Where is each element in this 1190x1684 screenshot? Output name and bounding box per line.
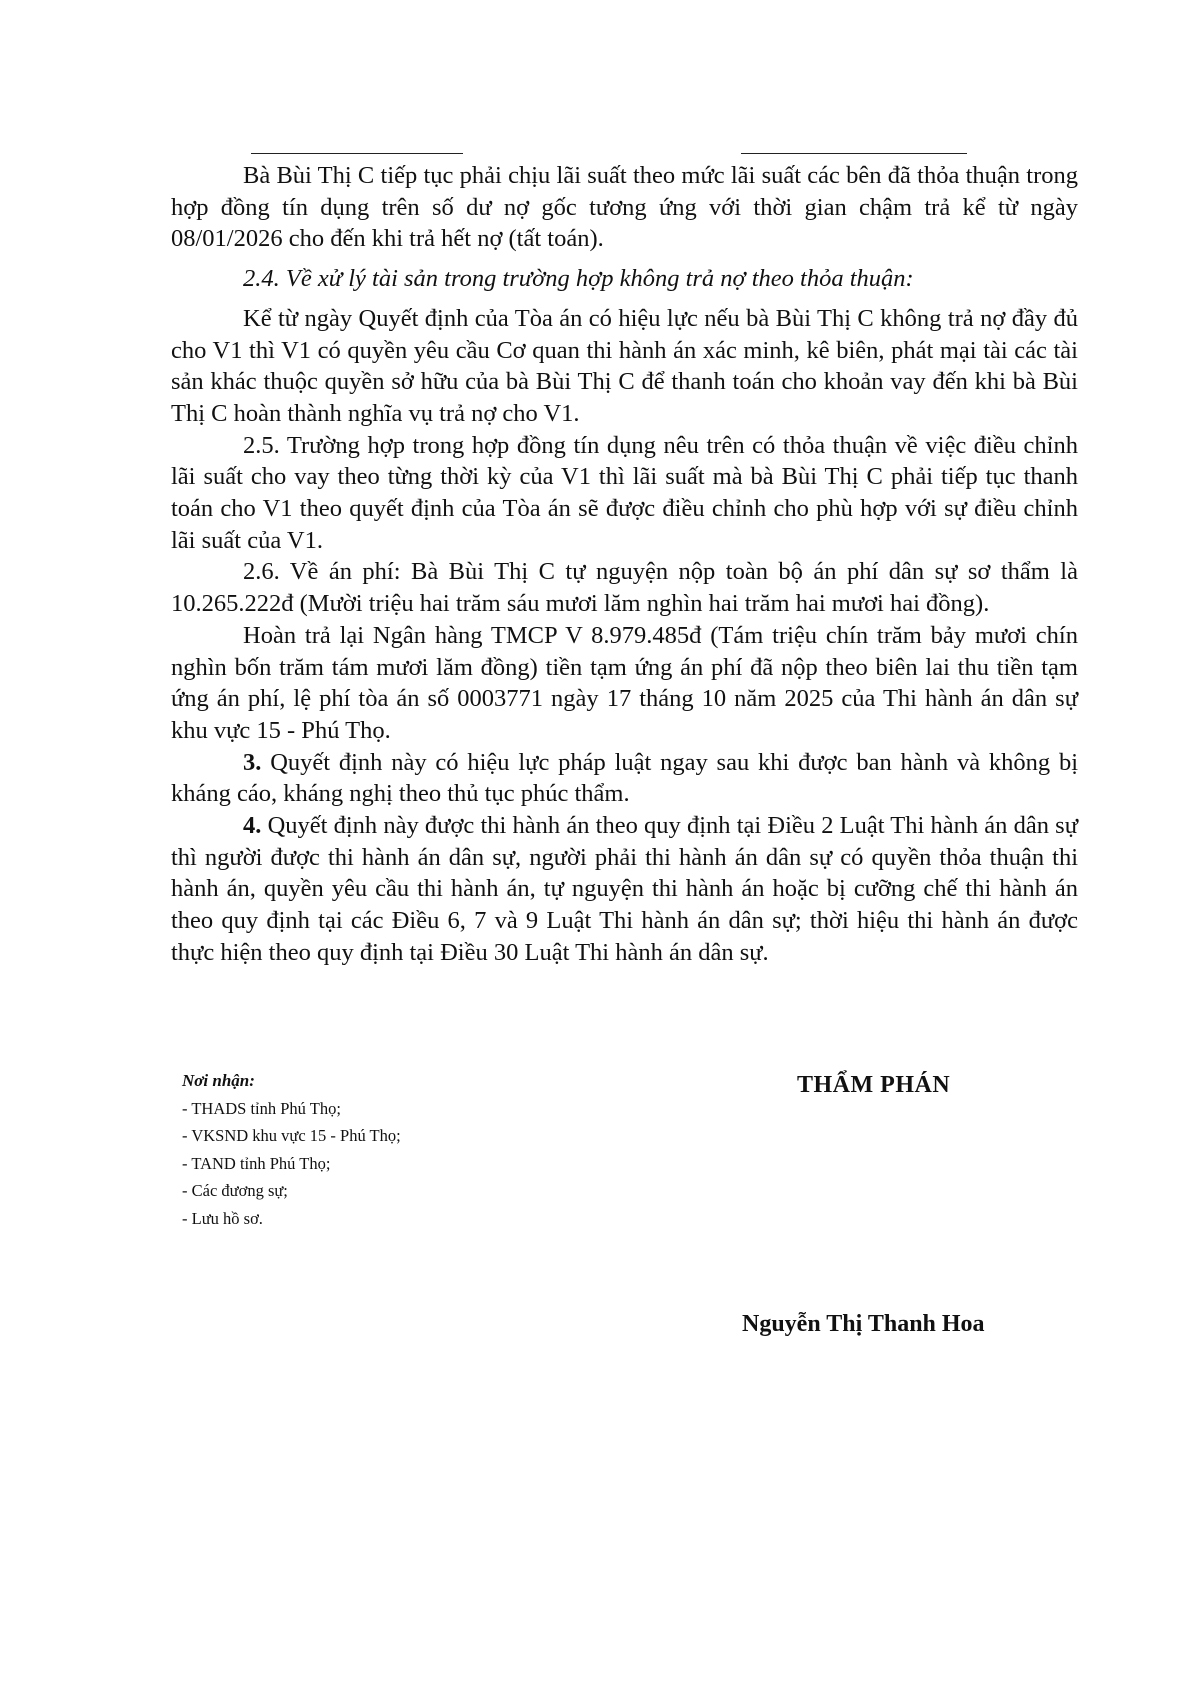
paragraph-interest: Bà Bùi Thị C tiếp tục phải chịu lãi suất theo mức lãi suất các bên đã thỏa thuận trong hợp đồng tín dụng trên số dư nợ gốc tương ứng với thời gian chậm trả kể từ ngày 08/01/2026 cho đến khi trả hết nợ (tất toán). <box>171 162 1078 253</box>
top-rule-left <box>251 153 463 154</box>
paragraph-4 <box>171 810 1078 969</box>
paragraph-4-number: 4. <box>243 812 262 840</box>
paragraph-2-6: 2.6. Về án phí: Bà Bùi Thị C tự nguyện nộp toàn bộ án phí dân sự sơ thẩm là 10.265.222đ (Mười triệu hai trăm sáu mươi lăm nghìn hai trăm hai mươi hai đồng). <box>171 558 1078 618</box>
paragraph-3-text: Quyết định này có hiệu lực pháp luật ngay sau khi được ban hành và không bị kháng cáo, kháng nghị theo thủ tục phúc thẩm. <box>171 748 1078 808</box>
recipient-item: - THADS tỉnh Phú Thọ; <box>182 1098 341 1118</box>
recipient-item: - Các đương sự; <box>182 1181 288 1200</box>
paragraph-refund: Hoàn trả lại Ngân hàng TMCP V 8.979.485đ (Tám triệu chín trăm bảy mươi chín nghìn bốn trăm tám mươi lăm đồng) tiền tạm ứng án phí đã nộp theo biên lai thu tiền tạm ứng án phí, lệ phí tòa án số 0003771 ngày 17 tháng 10 năm 2025 của Thi hành án dân sự khu vực 15 - Phú Thọ. <box>171 621 1078 744</box>
recipient-item: - Lưu hồ sơ. <box>182 1208 263 1228</box>
paragraph-asset-handling: Kể từ ngày Quyết định của Tòa án có hiệu lực nếu bà Bùi Thị C không trả nợ đầy đủ cho V1 thì V1 có quyền yêu cầu Cơ quan thi hành án xác minh, kê biên, phát mại tài các tài sản khác thuộc quyền sở hữu của bà Bùi Thị C để thanh toán cho khoản vay đến khi bà Bùi Thị C hoàn thành nghĩa vụ trả nợ cho V1. <box>171 304 1078 427</box>
paragraph-4-text: Quyết định này được thi hành án theo quy định tại Điều 2 Luật Thi hành án dân sự thì người được thi hành án dân sự, người phải thi hành án dân sự có quyền thỏa thuận thi hành án, quyền yêu cầu thi hành án, tự nguyện thi hành án hoặc bị cưỡng chế thi hành án theo quy định tại các Điều 6, 7 và 9 Luật Thi hành án dân sự; thời hiệu thi hành án được thực hiện theo quy định tại Điều 30 Luật Thi hành án dân sự. <box>171 812 1078 966</box>
decision-body <box>171 160 1078 969</box>
paragraph-3-number: 3. <box>243 748 262 776</box>
paragraph-3 <box>171 747 1078 810</box>
recipients-block <box>182 1067 401 1232</box>
signer-title: THẨM PHÁN <box>797 1072 951 1098</box>
recipient-item: - TAND tỉnh Phú Thọ; <box>182 1153 331 1173</box>
recipients-title: Nơi nhận: <box>182 1071 255 1090</box>
signer-name: Nguyễn Thị Thanh Hoa <box>742 1311 985 1337</box>
recipient-item: - VKSND khu vực 15 - Phú Thọ; <box>182 1126 401 1145</box>
section-2-4-heading: 2.4. Về xử lý tài sản trong trường hợp không trả nợ theo thỏa thuận: <box>243 265 914 293</box>
top-rule-right <box>741 153 967 154</box>
paragraph-2-5: 2.5. Trường hợp trong hợp đồng tín dụng nêu trên có thỏa thuận về việc điều chỉnh lãi suất cho vay theo từng thời kỳ của V1 thì lãi suất mà bà Bùi Thị C phải tiếp tục thanh toán cho V1 theo quyết định của Tòa án sẽ được điều chỉnh cho phù hợp với sự điều chỉnh lãi suất của V1. <box>171 431 1078 554</box>
